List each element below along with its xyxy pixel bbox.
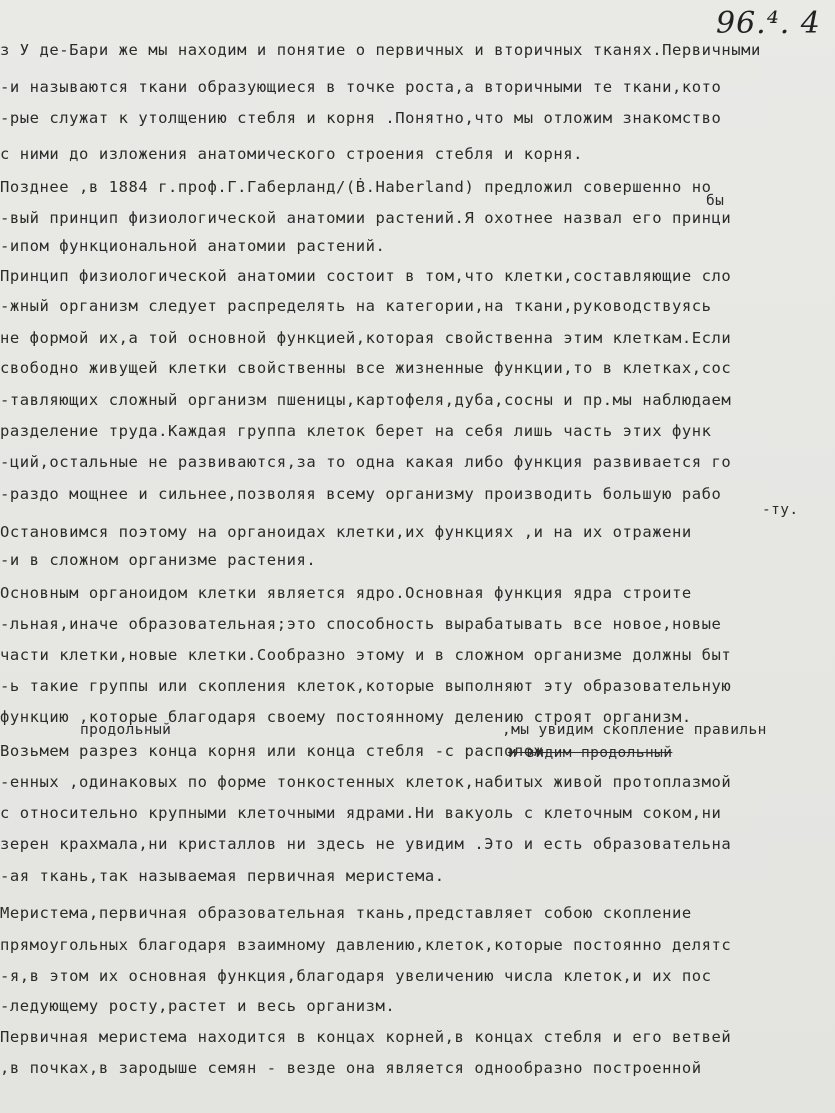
text-line: Первичная меристема находится в концах корней,в концах стебля и его ветвей (0, 1028, 732, 1046)
text-line: -ций,остальные не развиваются,за то одна какая либо функция развивается го (0, 453, 732, 471)
text-line: ,в почках,в зародыше семян - везде она является однообразно построенной (0, 1059, 702, 1077)
text-line: Позднее ,в 1884 г.проф.Г.Габерланд/(Ḃ.Haberland) предложил совершенно но (0, 178, 712, 196)
text-line: -ь такие группы или скопления клеток,которые выполняют эту образовательную (0, 677, 732, 695)
text-line: Основным органоидом клетки является ядро.Основная функция ядра строите (0, 584, 692, 602)
text-line: -тавляющих сложный организм пшеницы,картофеля,дуба,сосны и пр.мы наблюдаем (0, 391, 732, 409)
text-line: -енных ,одинаковых по форме тонкостенных клеток,набитых живой протоплазмой (0, 773, 732, 791)
text-line: зерен крахмала,ни кристаллов ни здесь не увидим .Это и есть образовательна (0, 835, 732, 853)
text-line: -рые служат к утолщению стебля и корня .Понятно,что мы отложим знакомство (0, 109, 722, 127)
text-line: Меристема,первичная образовательная ткань,представляет собою скопление (0, 904, 692, 922)
text-line: с относительно крупными клеточными ядрами.Ни вакуоль с клеточным соком,ни (0, 804, 722, 822)
text-line: -я,в этом их основная функция,благодаря увеличению числа клеток,и их пос (0, 967, 712, 985)
text-line: з У де-Бари же мы находим и понятие о первичных и вторичных тканях.Первичными (0, 41, 761, 59)
text-line: разделение труда.Каждая группа клеток берет на себя лишь часть этих функ (0, 422, 712, 440)
page-number: 96.⁴. 4 (716, 6, 821, 41)
text-line: с ними до изложения анатомического строения стебля и корня. (0, 145, 584, 163)
typed-insert-prodolny: продольный (80, 722, 172, 738)
text-line: Остановимся поэтому на органоидах клетки,их функциях ,и на их отражени (0, 523, 692, 541)
text-line: части клетки,новые клетки.Сообразно этому и в сложном организме должны быт (0, 646, 732, 664)
text-line: -раздо мощнее и сильнее,позволяя всему организму производить большую рабо (0, 485, 722, 503)
typed-insert-skoplenie: ,мы увидим скопление правильн (502, 722, 767, 738)
handwritten-insert-bi: бы (706, 193, 725, 209)
text-line: прямоугольных благодаря взаимному давлению,клеток,которые постоянно делятс (0, 936, 732, 954)
text-line: Возьмем разрез конца корня или конца стебля -с располож (0, 742, 544, 760)
text-line: свободно живущей клетки свойственны все жизненные функции,то в клетках,сос (0, 359, 732, 377)
text-line: не формой их,а той основной функцией,которая свойственна этим клеткам.Если (0, 329, 732, 347)
text-line: -и в сложном организме растения. (0, 551, 317, 569)
text-line: Принцип физиологической анатомии состоит в том,что клетки,составляющие сло (0, 267, 732, 285)
text-line: -жный организм следует распределять на категории,на ткани,руководствуясь (0, 297, 712, 315)
text-line: -ипом функциональной анатомии растений. (0, 237, 386, 255)
text-line: -вый принцип физиологической анатомии растений.Я охотнее назвал его принци (0, 209, 732, 227)
text-line: -ледующему росту,растет и весь организм. (0, 997, 396, 1015)
text-line: -ая ткань,так называемая первичная меристема. (0, 867, 445, 885)
text-line: -льная,иначе образовательная;это способность вырабатывать все новое,новые (0, 615, 722, 633)
typed-insert-tu: -ту. (762, 502, 799, 518)
text-line: функцию ,которые благодаря своему постоянному делению строят организм. (0, 708, 692, 726)
text-line: -и называются ткани образующиеся в точке роста,а вторичными те ткани,кото (0, 78, 722, 96)
struck-through-text: и видим продольный (508, 745, 673, 761)
